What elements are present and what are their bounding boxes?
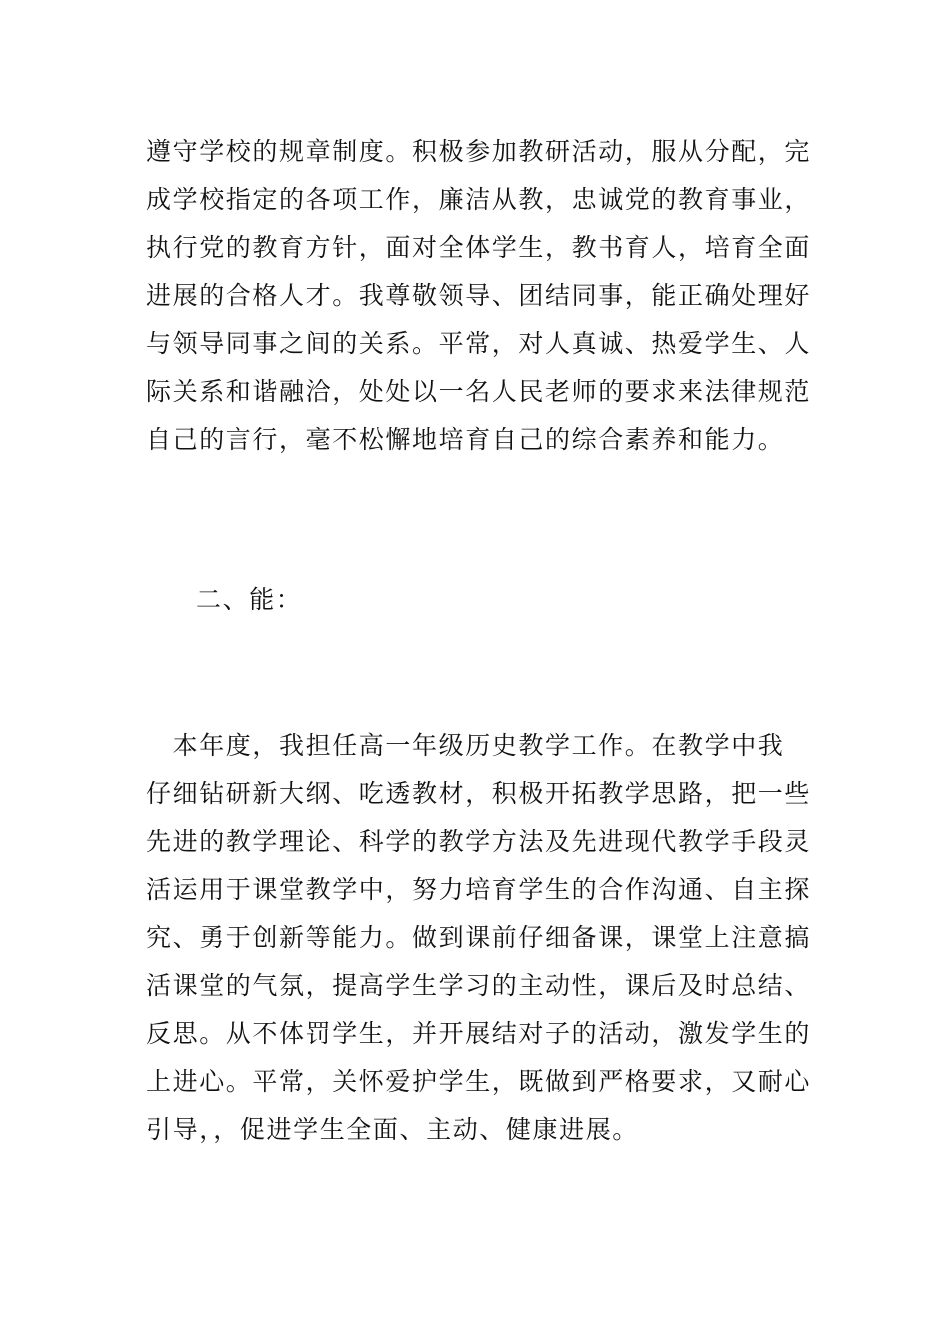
heading-text: 二、能： [196, 585, 303, 614]
paragraph-line: 执行党的教育方针，面对全体学生，教书育人，培育全面 [146, 233, 812, 262]
paragraph-line: 先进的教学理论、科学的教学方法及先进现代教学手段灵 [146, 827, 812, 856]
paragraph-line: 上进心。平常，关怀爱护学生，既做到严格要求，又耐心 [146, 1067, 812, 1096]
paragraph-line: 活运用于课堂教学中，努力培育学生的合作沟通、自主探 [146, 875, 812, 904]
paragraph-line: 仔细钻研新大纲、吃透教材，积极开拓教学思路，把一些 [146, 779, 812, 808]
paragraph-line: 际关系和谐融洽，处处以一名人民老师的要求来法律规范 [146, 377, 812, 406]
paragraph-line: 进展的合格人才。我尊敬领导、团结同事，能正确处理好 [146, 281, 812, 310]
section-heading [196, 576, 876, 624]
paragraph-line: 活课堂的气氛，提高学生学习的主动性，课后及时总结、 [146, 971, 812, 1000]
paragraph-line: 成学校指定的各项工作，廉洁从教，忠诚党的教育事业， [146, 185, 812, 214]
paragraph-line: 与领导同事之间的关系。平常，对人真诚、热爱学生、人 [146, 329, 812, 358]
paragraph-line: 反思。从不体罚学生，并开展结对子的活动，激发学生的 [146, 1019, 812, 1048]
paragraph-line: 遵守学校的规章制度。积极参加教研活动，服从分配，完 [146, 137, 812, 166]
paragraph-line: 本年度，我担任高一年级历史教学工作。在教学中我 [146, 731, 785, 760]
paragraph-line: 引导，，促进学生全面、主动、健康进展。 [146, 1115, 639, 1144]
paragraph-conduct [146, 128, 826, 464]
paragraph-ability [146, 722, 826, 1154]
paragraph-line: 自己的言行，毫不松懈地培育自己的综合素养和能力。 [146, 425, 785, 454]
paragraph-line: 究、勇于创新等能力。做到课前仔细备课，课堂上注意搞 [146, 923, 812, 952]
